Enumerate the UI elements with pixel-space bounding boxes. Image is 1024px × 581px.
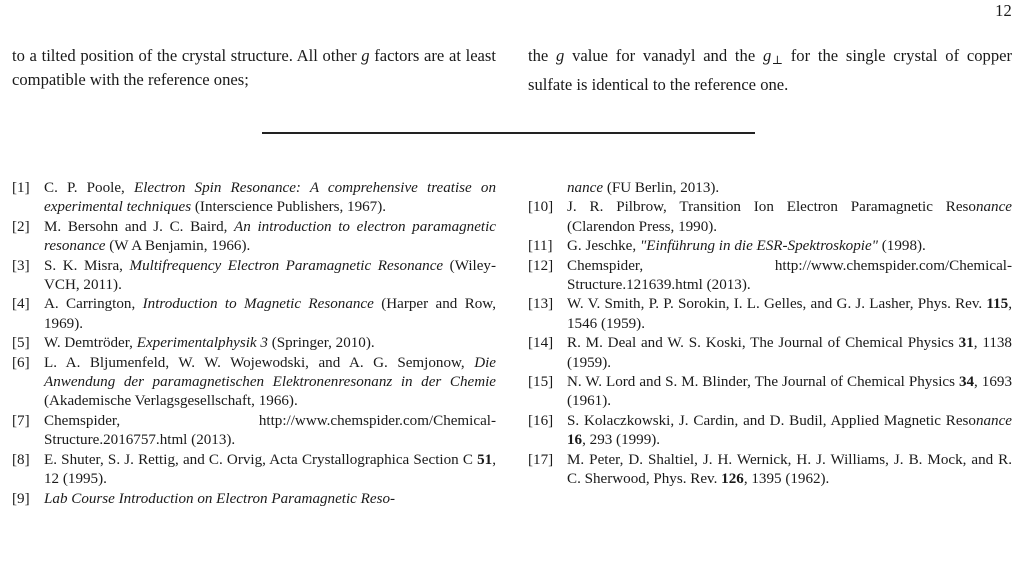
reference-entry [528, 237, 1012, 256]
reference-body [44, 334, 496, 353]
italic-math-symbol: g [762, 46, 772, 65]
reference-label: [14] [528, 335, 554, 352]
reference-body [44, 412, 496, 451]
body-paragraph-left [12, 44, 496, 91]
reference-body [567, 237, 1012, 256]
reference-volume: 51 [477, 451, 493, 468]
reference-title: Lab Course Introduction on Electron Paramagnetic Reso- [44, 490, 396, 507]
reference-text-run: (1998). [878, 238, 926, 255]
reference-text-run: C. P. Poole, [44, 180, 134, 196]
reference-body [44, 257, 496, 296]
reference-text-run: (2013). [702, 277, 751, 294]
reference-text-run: , 12 (1995). [44, 451, 496, 488]
reference-entry [12, 412, 496, 451]
reference-volume: 126 [721, 471, 744, 488]
reference-volume: 16 [567, 432, 583, 449]
reference-text-run: (FU Berlin, 2013). [603, 180, 720, 196]
reference-body [567, 257, 1012, 296]
section-separator [0, 126, 1024, 142]
reference-url[interactable]: http://www.chemspider.com/Chemical-Structure.121639.html [567, 257, 1012, 294]
reference-label: [17] [528, 451, 554, 468]
reference-label: [8] [12, 451, 30, 468]
reference-text-run: W. Demtröder, [44, 335, 137, 352]
reference-body [567, 334, 1012, 373]
reference-volume: 31 [958, 335, 974, 352]
text-run: to a tilted position of the crystal structure. All other [12, 46, 362, 65]
reference-title: Die Anwendung der paramagnetischen Elektronenresonanz in der Chemie [44, 354, 496, 391]
reference-label: [16] [528, 412, 554, 429]
reference-entry [12, 354, 496, 412]
reference-body [44, 451, 496, 490]
reference-text-run: E. Shuter, S. J. Rettig, and C. Orvig, Acta Crystallographica Section C [44, 451, 478, 468]
text-run: the [528, 46, 557, 65]
reference-url[interactable]: http://www.chemspider.com/Chemical-Structure.2016757.html [44, 412, 496, 449]
reference-entry [528, 179, 1012, 198]
reference-entry [12, 451, 496, 490]
reference-title: Experimentalphysik 3 [136, 335, 268, 352]
reference-text-run: S. Kolaczkowski, J. Cardin, and D. Budil, Applied Magnetic Reso [567, 412, 976, 429]
reference-text-run: J. R. Pilbrow, Transition Ion Electron Paramagnetic Reso [567, 199, 976, 216]
reference-label: [2] [12, 218, 30, 235]
reference-entry [12, 179, 496, 218]
reference-body [44, 490, 496, 509]
reference-label: [11] [528, 238, 553, 255]
reference-title: nance [975, 412, 1012, 429]
reference-body [44, 295, 496, 334]
reference-body [567, 179, 1012, 198]
reference-text-run: L. A. Bljumenfeld, W. W. Wojewodski, and A. G. Semjonow, [44, 354, 475, 371]
reference-text-run: M. Bersohn and J. C. Baird, [44, 218, 235, 235]
reference-text-run: (Akademische Verlagsgesellschaft, 1966). [44, 393, 298, 410]
reference-entry [528, 334, 1012, 373]
text-run: value for vanadyl and the [564, 46, 763, 65]
reference-text-run: N. W. Lord and S. M. Blinder, The Journal of Chemical Physics [567, 374, 959, 391]
reference-text-run: R. M. Deal and W. S. Koski, The Journal of Chemical Physics [567, 335, 959, 352]
reference-entry [12, 295, 496, 334]
subscript-perpendicular: ⊥ [771, 53, 783, 68]
reference-text-run: Chemspider, [44, 412, 259, 429]
body-text-columns [0, 44, 1024, 96]
reference-entry [528, 373, 1012, 412]
reference-text-run: (Interscience Publishers, 1967). [191, 199, 387, 216]
reference-body [567, 295, 1012, 334]
reference-title: nance [975, 199, 1012, 216]
reference-text-run: M. Peter, D. Shaltiel, J. H. Wernick, H. J. Williams, J. B. Mock, and R. C. Sherwood, Phys. Rev. [567, 451, 1012, 488]
italic-math-symbol: g [556, 46, 565, 65]
reference-text-run: , 1546 (1959). [567, 296, 1012, 332]
reference-title: An introduction to electron paramagnetic resonance [44, 218, 496, 255]
reference-text-run: W. V. Smith, P. P. Sorokin, I. L. Gelles, and G. J. Lasher, Phys. Rev. [567, 296, 987, 313]
page-number: 12 [995, 1, 1012, 20]
reference-body [567, 412, 1012, 451]
reference-label: [9] [12, 490, 30, 507]
reference-label: [7] [12, 412, 30, 429]
reference-entry [528, 295, 1012, 334]
reference-label: [6] [12, 354, 30, 371]
reference-text-run: Chemspider, [567, 257, 775, 274]
reference-label: [10] [528, 199, 554, 216]
body-paragraph-right [528, 44, 1012, 96]
bibliography-column-left [12, 179, 496, 509]
body-column-right [528, 44, 1012, 96]
reference-title: "Einführung in die ESR-Spektroskopie" [639, 238, 878, 255]
reference-title: nance [567, 180, 604, 196]
reference-entry [12, 218, 496, 257]
bibliography [0, 179, 1024, 509]
reference-entry [12, 257, 496, 296]
reference-label: [13] [528, 296, 554, 313]
body-column-left [12, 44, 496, 96]
reference-entry [528, 198, 1012, 237]
reference-volume: 34 [958, 374, 975, 391]
italic-math-symbol: g [361, 46, 370, 65]
text-run: for the single crystal of copper sulfate is identical to the reference one. [528, 46, 1013, 94]
reference-label: [5] [12, 335, 30, 352]
reference-title: Introduction to Magnetic Resonance [142, 296, 374, 313]
reference-body [567, 451, 1012, 490]
reference-volume: 115 [986, 296, 1009, 313]
text-run: factors are at least compatible with the reference ones; [12, 46, 496, 89]
reference-label: [15] [528, 374, 554, 391]
reference-text-run: (Harper and Row, 1969). [44, 296, 496, 332]
reference-body [567, 373, 1012, 412]
reference-text-run: S. K. Misra, [44, 257, 130, 274]
reference-entry [12, 334, 496, 353]
bibliography-column-right [528, 179, 1012, 509]
reference-text-run: (Clarendon Press, 1990). [567, 218, 718, 235]
reference-text-run: (2013). [187, 432, 236, 449]
reference-text-run: , 293 (1999). [582, 432, 661, 449]
reference-entry [528, 412, 1012, 451]
reference-title: Electron Spin Resonance: A comprehensive treatise on experimental techniques [44, 180, 497, 216]
reference-label: [3] [12, 257, 30, 274]
reference-entry [528, 257, 1012, 296]
reference-body [44, 354, 496, 412]
reference-text-run: (W A Benjamin, 1966). [105, 238, 251, 255]
reference-text-run: , 1395 (1962). [743, 471, 830, 488]
horizontal-rule [262, 132, 755, 134]
reference-text-run: G. Jeschke, [567, 238, 640, 255]
reference-text-run: A. Carrington, [44, 296, 143, 313]
reference-title: Multifrequency Electron Paramagnetic Resonance [129, 257, 444, 274]
reference-text-run: , 1693 (1961). [567, 374, 1012, 410]
reference-body [44, 218, 496, 257]
reference-text-run: (Springer, 2010). [267, 335, 375, 352]
reference-body [44, 179, 496, 218]
reference-body [567, 198, 1012, 237]
reference-label: [1] [12, 180, 30, 196]
reference-label: [4] [12, 296, 30, 313]
reference-text-run: , 1138 (1959). [567, 335, 1012, 371]
reference-entry [528, 451, 1012, 490]
reference-text-run: (Wiley-VCH, 2011). [44, 257, 496, 294]
reference-entry [12, 490, 496, 509]
reference-label: [12] [528, 257, 554, 274]
